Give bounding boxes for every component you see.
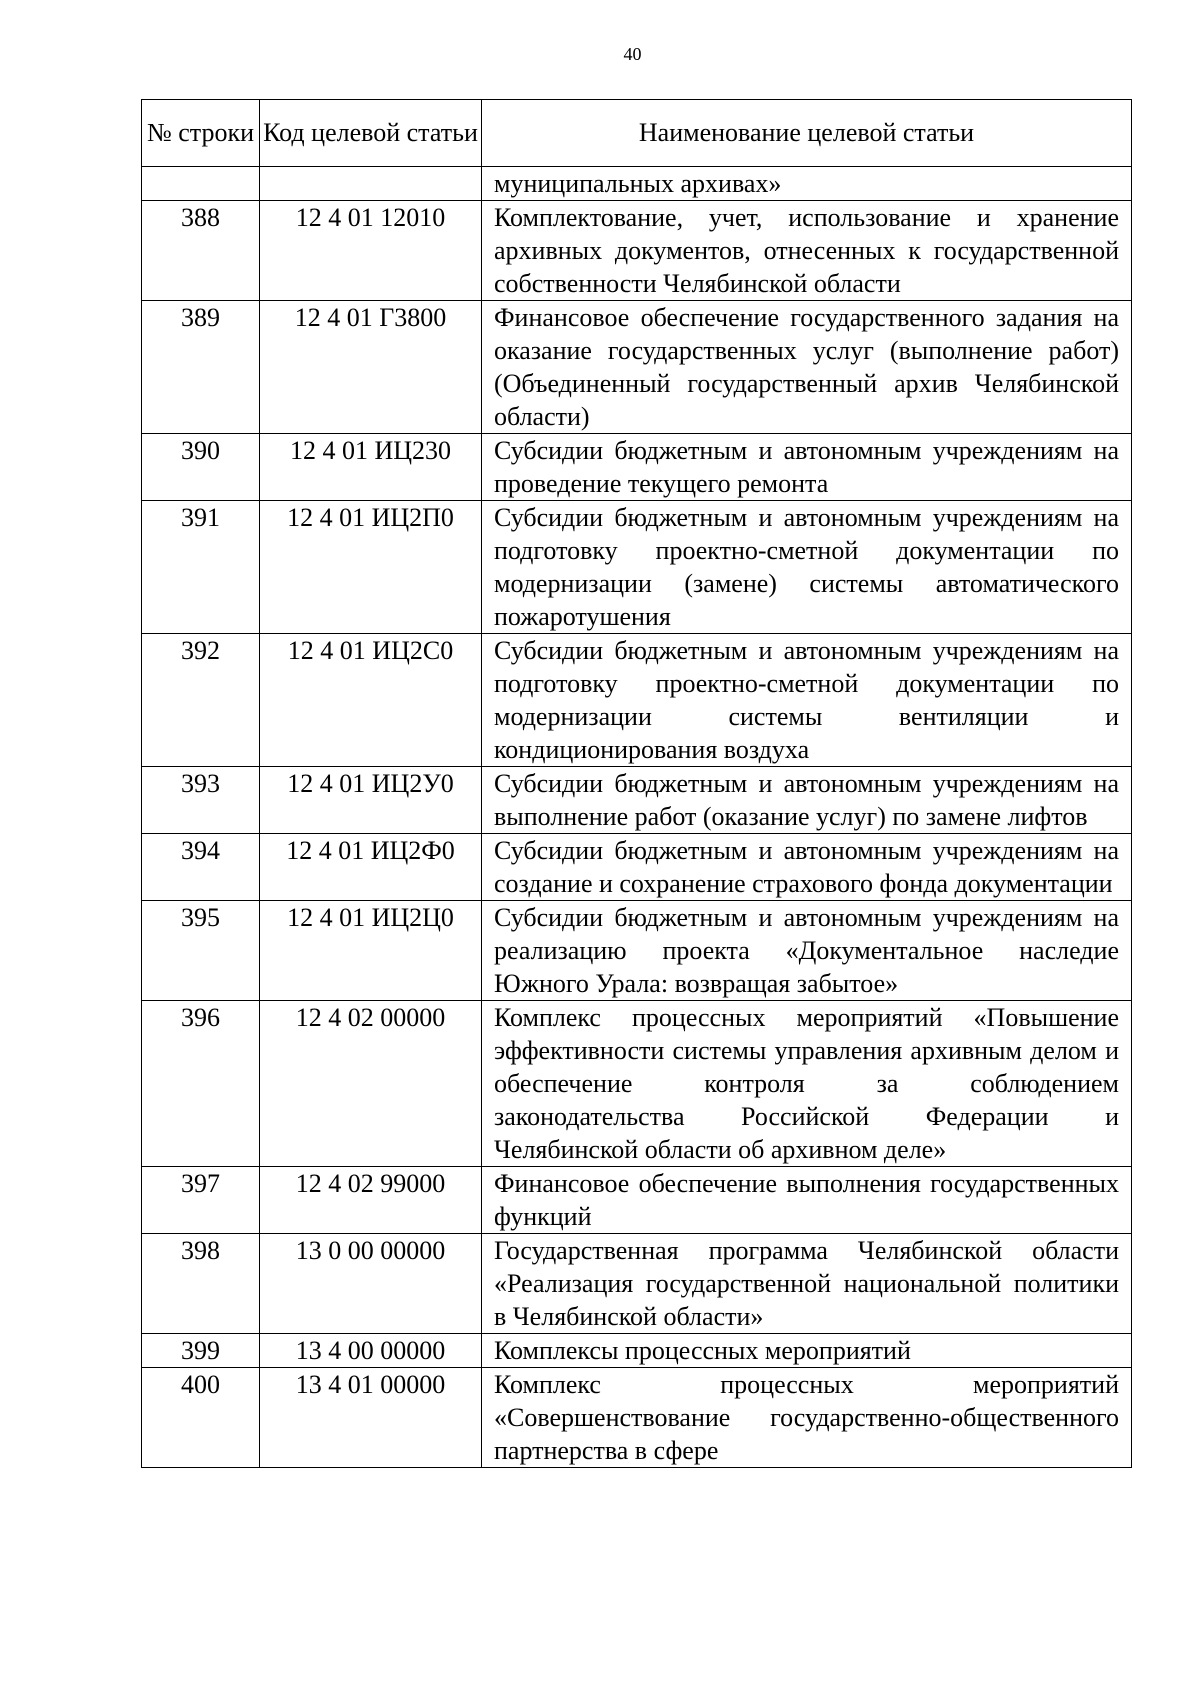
row-number-cell: 395 — [142, 901, 260, 1001]
article-code-cell: 13 0 00 00000 — [260, 1234, 482, 1334]
article-code-cell — [260, 167, 482, 201]
table-row — [142, 901, 1132, 1001]
row-number-cell: 397 — [142, 1167, 260, 1234]
table-row — [142, 767, 1132, 834]
article-code-cell: 13 4 00 00000 — [260, 1334, 482, 1368]
article-name-cell: Государственная программа Челябинской области «Реализация государственной национальной политики в Челябинской области» — [482, 1234, 1132, 1334]
article-code-cell: 12 4 02 99000 — [260, 1167, 482, 1234]
article-code-cell: 12 4 02 00000 — [260, 1001, 482, 1167]
article-code-cell: 12 4 01 ИЦ230 — [260, 434, 482, 501]
row-number-cell: 390 — [142, 434, 260, 501]
row-number-cell: 388 — [142, 201, 260, 301]
header-article-code: Код целевой статьи — [260, 100, 482, 167]
article-code-cell: 12 4 01 ИЦ2С0 — [260, 634, 482, 767]
article-name-cell: Субсидии бюджетным и автономным учреждениям на подготовку проектно-сметной документации по модернизации системы вентиляции и кондиционирования воздуха — [482, 634, 1132, 767]
article-code-cell: 12 4 01 Г3800 — [260, 301, 482, 434]
article-name-cell: Субсидии бюджетным и автономным учреждениям на проведение текущего ремонта — [482, 434, 1132, 501]
table-row — [142, 201, 1132, 301]
target-articles-table — [141, 99, 1132, 1468]
continuation-row — [142, 167, 1132, 201]
table-body — [142, 167, 1132, 1468]
table-row — [142, 501, 1132, 634]
row-number-cell: 400 — [142, 1368, 260, 1468]
row-number-cell — [142, 167, 260, 201]
table-row — [142, 1167, 1132, 1234]
article-code-cell: 12 4 01 ИЦ2П0 — [260, 501, 482, 634]
row-number-cell: 392 — [142, 634, 260, 767]
article-name-cell: Субсидии бюджетным и автономным учреждениям на реализацию проекта «Документальное наследие Южного Урала: возвращая забытое» — [482, 901, 1132, 1001]
table-row — [142, 1001, 1132, 1167]
row-number-cell: 394 — [142, 834, 260, 901]
article-name-cell: Комплектование, учет, использование и хранение архивных документов, отнесенных к государственной собственности Челябинской области — [482, 201, 1132, 301]
article-name-cell: Комплексы процессных мероприятий — [482, 1334, 1132, 1368]
table-row — [142, 301, 1132, 434]
header-article-name: Наименование целевой статьи — [482, 100, 1132, 167]
table-row — [142, 434, 1132, 501]
article-name-cell: Субсидии бюджетным и автономным учреждениям на выполнение работ (оказание услуг) по замене лифтов — [482, 767, 1132, 834]
article-code-cell: 12 4 01 12010 — [260, 201, 482, 301]
article-name-cell: Комплекс процессных мероприятий «Совершенствование государственно-общественного партнерства в сфере — [482, 1368, 1132, 1468]
article-name-cell: Субсидии бюджетным и автономным учреждениям на подготовку проектно-сметной документации по модернизации (замене) системы автоматического пожаротушения — [482, 501, 1132, 634]
article-code-cell: 12 4 01 ИЦ2У0 — [260, 767, 482, 834]
article-code-cell: 13 4 01 00000 — [260, 1368, 482, 1468]
article-code-cell: 12 4 01 ИЦ2Ф0 — [260, 834, 482, 901]
article-name-cell: Финансовое обеспечение государственного задания на оказание государственных услуг (выполнение работ) (Объединенный государственный архив Челябинской области) — [482, 301, 1132, 434]
article-name-cell: Комплекс процессных мероприятий «Повышение эффективности системы управления архивным делом и обеспечение контроля за соблюдением законодательства Российской Федерации и Челябинской области об архивном деле» — [482, 1001, 1132, 1167]
table-row — [142, 634, 1132, 767]
row-number-cell: 391 — [142, 501, 260, 634]
article-name-cell: Финансовое обеспечение выполнения государственных функций — [482, 1167, 1132, 1234]
row-number-cell: 399 — [142, 1334, 260, 1368]
row-number-cell: 396 — [142, 1001, 260, 1167]
table-row — [142, 1368, 1132, 1468]
table-row — [142, 1334, 1132, 1368]
continuation-text: муниципальных архивах» — [482, 167, 1132, 201]
table-header-row — [142, 100, 1132, 167]
article-name-cell: Субсидии бюджетным и автономным учреждениям на создание и сохранение страхового фонда документации — [482, 834, 1132, 901]
table-row — [142, 834, 1132, 901]
article-code-cell: 12 4 01 ИЦ2Ц0 — [260, 901, 482, 1001]
row-number-cell: 393 — [142, 767, 260, 834]
row-number-cell: 398 — [142, 1234, 260, 1334]
table-row — [142, 1234, 1132, 1334]
row-number-cell: 389 — [142, 301, 260, 434]
header-row-number: № строки — [142, 100, 260, 167]
page-number: 40 — [623, 44, 642, 64]
